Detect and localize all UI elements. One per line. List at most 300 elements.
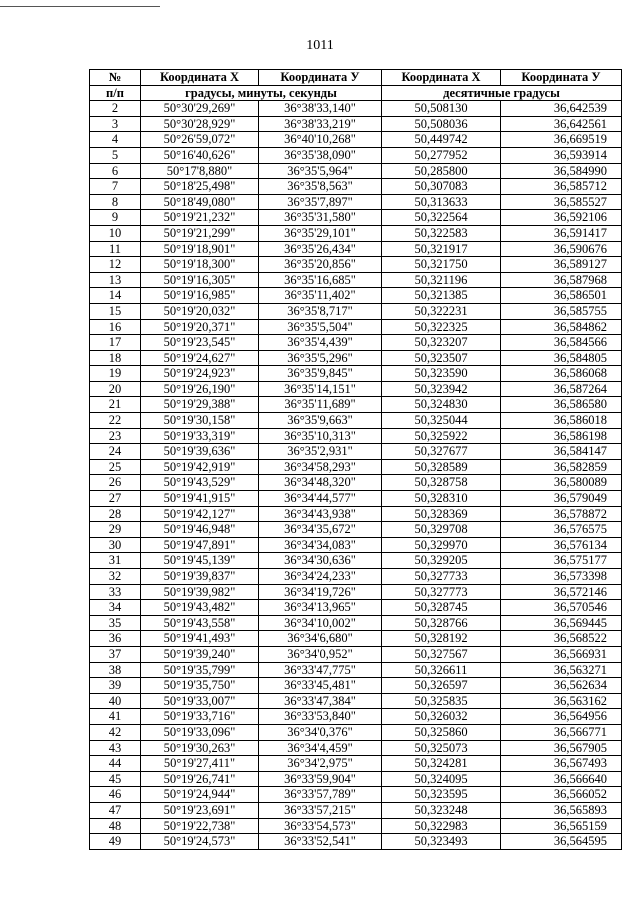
row-number: 28 bbox=[90, 506, 141, 522]
table-row bbox=[90, 615, 622, 631]
table-row bbox=[90, 116, 622, 132]
x-decimal-cell: 50,322231 bbox=[382, 303, 501, 319]
y-decimal-cell: 36,585527 bbox=[501, 194, 622, 210]
x-dms-cell: 50°19'35,799" bbox=[141, 662, 259, 678]
x-decimal-cell: 50,321196 bbox=[382, 272, 501, 288]
x-decimal-cell: 50,325835 bbox=[382, 693, 501, 709]
x-decimal-cell: 50,326597 bbox=[382, 678, 501, 694]
x-decimal-cell: 50,328745 bbox=[382, 600, 501, 616]
y-decimal-cell: 36,575177 bbox=[501, 553, 622, 569]
row-number: 19 bbox=[90, 366, 141, 382]
row-number: 22 bbox=[90, 413, 141, 429]
y-decimal-cell: 36,563162 bbox=[501, 693, 622, 709]
x-dms-cell: 50°19'18,300" bbox=[141, 257, 259, 273]
y-dms-cell: 36°35'4,439" bbox=[259, 335, 382, 351]
row-number: 17 bbox=[90, 335, 141, 351]
subheader-row bbox=[90, 85, 622, 101]
x-dms-cell: 50°30'28,929" bbox=[141, 116, 259, 132]
y-dms-cell: 36°33'54,573" bbox=[259, 818, 382, 834]
x-decimal-cell: 50,277952 bbox=[382, 147, 501, 163]
y-dms-cell: 36°34'19,726" bbox=[259, 584, 382, 600]
y-dms-cell: 36°34'34,083" bbox=[259, 537, 382, 553]
x-dms-cell: 50°19'23,545" bbox=[141, 335, 259, 351]
table-row bbox=[90, 428, 622, 444]
x-decimal-cell: 50,327773 bbox=[382, 584, 501, 600]
y-dms-cell: 36°34'35,672" bbox=[259, 522, 382, 538]
y-decimal-cell: 36,584990 bbox=[501, 163, 622, 179]
y-decimal-cell: 36,567493 bbox=[501, 756, 622, 772]
y-decimal-cell: 36,579049 bbox=[501, 491, 622, 507]
y-decimal-cell: 36,642561 bbox=[501, 116, 622, 132]
y-dms-cell: 36°33'52,541" bbox=[259, 834, 382, 850]
x-dms-cell: 50°19'41,915" bbox=[141, 491, 259, 507]
row-number: 33 bbox=[90, 584, 141, 600]
header-x-dec: Координата X bbox=[382, 70, 501, 86]
x-decimal-cell: 50,508130 bbox=[382, 101, 501, 117]
row-number: 26 bbox=[90, 475, 141, 491]
y-decimal-cell: 36,586068 bbox=[501, 366, 622, 382]
x-dms-cell: 50°19'30,158" bbox=[141, 413, 259, 429]
y-dms-cell: 36°35'14,151" bbox=[259, 381, 382, 397]
y-dms-cell: 36°33'59,904" bbox=[259, 771, 382, 787]
x-dms-cell: 50°19'27,411" bbox=[141, 756, 259, 772]
table-row bbox=[90, 225, 622, 241]
y-dms-cell: 36°33'47,384" bbox=[259, 693, 382, 709]
x-decimal-cell: 50,328192 bbox=[382, 631, 501, 647]
y-dms-cell: 36°33'53,840" bbox=[259, 709, 382, 725]
table-row bbox=[90, 569, 622, 585]
y-decimal-cell: 36,573398 bbox=[501, 569, 622, 585]
x-dms-cell: 50°26'59,072" bbox=[141, 132, 259, 148]
y-decimal-cell: 36,578872 bbox=[501, 506, 622, 522]
y-decimal-cell: 36,565893 bbox=[501, 802, 622, 818]
x-decimal-cell: 50,329708 bbox=[382, 522, 501, 538]
x-dms-cell: 50°19'45,139" bbox=[141, 553, 259, 569]
x-decimal-cell: 50,325044 bbox=[382, 413, 501, 429]
x-decimal-cell: 50,323507 bbox=[382, 350, 501, 366]
y-dms-cell: 36°35'26,434" bbox=[259, 241, 382, 257]
table-body bbox=[90, 101, 622, 850]
x-dms-cell: 50°19'29,388" bbox=[141, 397, 259, 413]
y-dms-cell: 36°34'43,938" bbox=[259, 506, 382, 522]
table-row bbox=[90, 584, 622, 600]
table-row bbox=[90, 802, 622, 818]
x-dms-cell: 50°19'35,750" bbox=[141, 678, 259, 694]
row-number: 36 bbox=[90, 631, 141, 647]
table-row bbox=[90, 413, 622, 429]
x-dms-cell: 50°19'39,240" bbox=[141, 646, 259, 662]
header-y-dms: Координата У bbox=[259, 70, 382, 86]
table-row bbox=[90, 740, 622, 756]
table-row bbox=[90, 241, 622, 257]
y-decimal-cell: 36,580089 bbox=[501, 475, 622, 491]
y-decimal-cell: 36,565159 bbox=[501, 818, 622, 834]
y-decimal-cell: 36,566640 bbox=[501, 771, 622, 787]
x-decimal-cell: 50,322564 bbox=[382, 210, 501, 226]
x-decimal-cell: 50,323942 bbox=[382, 381, 501, 397]
y-decimal-cell: 36,669519 bbox=[501, 132, 622, 148]
x-dms-cell: 50°19'24,923" bbox=[141, 366, 259, 382]
x-dms-cell: 50°19'20,371" bbox=[141, 319, 259, 335]
x-decimal-cell: 50,328310 bbox=[382, 491, 501, 507]
page-number: 1011 bbox=[306, 38, 334, 53]
header-x-dms: Координата X bbox=[141, 70, 259, 86]
row-number: 8 bbox=[90, 194, 141, 210]
row-number: 46 bbox=[90, 787, 141, 803]
table-row bbox=[90, 147, 622, 163]
x-decimal-cell: 50,328758 bbox=[382, 475, 501, 491]
x-dms-cell: 50°19'18,901" bbox=[141, 241, 259, 257]
y-decimal-cell: 36,576575 bbox=[501, 522, 622, 538]
header-group-dms: градусы, минуты, секунды bbox=[141, 85, 382, 101]
x-dms-cell: 50°19'42,127" bbox=[141, 506, 259, 522]
y-dms-cell: 36°33'45,481" bbox=[259, 678, 382, 694]
x-dms-cell: 50°19'24,944" bbox=[141, 787, 259, 803]
header-y-dec: Координата У bbox=[501, 70, 622, 86]
x-decimal-cell: 50,328589 bbox=[382, 459, 501, 475]
table-row bbox=[90, 662, 622, 678]
row-number: 18 bbox=[90, 350, 141, 366]
x-dms-cell: 50°19'41,493" bbox=[141, 631, 259, 647]
y-dms-cell: 36°35'11,689" bbox=[259, 397, 382, 413]
top-rule bbox=[0, 6, 160, 7]
y-dms-cell: 36°34'2,975" bbox=[259, 756, 382, 772]
x-dms-cell: 50°19'47,891" bbox=[141, 537, 259, 553]
table-row bbox=[90, 444, 622, 460]
x-decimal-cell: 50,313633 bbox=[382, 194, 501, 210]
x-dms-cell: 50°19'33,096" bbox=[141, 724, 259, 740]
x-dms-cell: 50°18'25,498" bbox=[141, 179, 259, 195]
y-dms-cell: 36°34'0,952" bbox=[259, 646, 382, 662]
x-dms-cell: 50°19'30,263" bbox=[141, 740, 259, 756]
table-row bbox=[90, 553, 622, 569]
y-dms-cell: 36°35'8,563" bbox=[259, 179, 382, 195]
x-decimal-cell: 50,324095 bbox=[382, 771, 501, 787]
y-decimal-cell: 36,593914 bbox=[501, 147, 622, 163]
table-row bbox=[90, 194, 622, 210]
y-decimal-cell: 36,591417 bbox=[501, 225, 622, 241]
x-decimal-cell: 50,449742 bbox=[382, 132, 501, 148]
row-number: 23 bbox=[90, 428, 141, 444]
x-dms-cell: 50°19'39,636" bbox=[141, 444, 259, 460]
x-dms-cell: 50°16'40,626" bbox=[141, 147, 259, 163]
x-decimal-cell: 50,321385 bbox=[382, 288, 501, 304]
x-decimal-cell: 50,323207 bbox=[382, 335, 501, 351]
row-number: 15 bbox=[90, 303, 141, 319]
x-dms-cell: 50°19'33,319" bbox=[141, 428, 259, 444]
y-dms-cell: 36°35'16,685" bbox=[259, 272, 382, 288]
table-row bbox=[90, 600, 622, 616]
row-number: 12 bbox=[90, 257, 141, 273]
y-decimal-cell: 36,569445 bbox=[501, 615, 622, 631]
table-row bbox=[90, 366, 622, 382]
x-dms-cell: 50°19'16,985" bbox=[141, 288, 259, 304]
header-number-abbrev: п/п bbox=[90, 85, 141, 101]
x-decimal-cell: 50,285800 bbox=[382, 163, 501, 179]
table-row bbox=[90, 319, 622, 335]
x-decimal-cell: 50,327567 bbox=[382, 646, 501, 662]
row-number: 38 bbox=[90, 662, 141, 678]
y-decimal-cell: 36,570546 bbox=[501, 600, 622, 616]
table-row bbox=[90, 101, 622, 117]
x-dms-cell: 50°19'22,738" bbox=[141, 818, 259, 834]
table-row bbox=[90, 475, 622, 491]
x-decimal-cell: 50,324281 bbox=[382, 756, 501, 772]
y-decimal-cell: 36,584805 bbox=[501, 350, 622, 366]
x-decimal-cell: 50,325860 bbox=[382, 724, 501, 740]
table-row bbox=[90, 834, 622, 850]
y-dms-cell: 36°34'44,577" bbox=[259, 491, 382, 507]
row-number: 6 bbox=[90, 163, 141, 179]
x-dms-cell: 50°19'46,948" bbox=[141, 522, 259, 538]
row-number: 44 bbox=[90, 756, 141, 772]
table-row bbox=[90, 459, 622, 475]
row-number: 13 bbox=[90, 272, 141, 288]
y-dms-cell: 36°35'31,580" bbox=[259, 210, 382, 226]
x-decimal-cell: 50,322983 bbox=[382, 818, 501, 834]
x-dms-cell: 50°19'26,190" bbox=[141, 381, 259, 397]
table-row bbox=[90, 787, 622, 803]
y-decimal-cell: 36,564956 bbox=[501, 709, 622, 725]
y-dms-cell: 36°38'33,140" bbox=[259, 101, 382, 117]
x-decimal-cell: 50,326611 bbox=[382, 662, 501, 678]
table-row bbox=[90, 756, 622, 772]
y-dms-cell: 36°33'57,215" bbox=[259, 802, 382, 818]
row-number: 39 bbox=[90, 678, 141, 694]
x-dms-cell: 50°19'43,558" bbox=[141, 615, 259, 631]
x-dms-cell: 50°19'21,299" bbox=[141, 225, 259, 241]
table-row bbox=[90, 537, 622, 553]
x-dms-cell: 50°19'20,032" bbox=[141, 303, 259, 319]
y-decimal-cell: 36,584566 bbox=[501, 335, 622, 351]
x-decimal-cell: 50,327677 bbox=[382, 444, 501, 460]
y-decimal-cell: 36,586198 bbox=[501, 428, 622, 444]
y-dms-cell: 36°33'47,775" bbox=[259, 662, 382, 678]
table-row bbox=[90, 678, 622, 694]
row-number: 43 bbox=[90, 740, 141, 756]
table-row bbox=[90, 179, 622, 195]
y-decimal-cell: 36,585755 bbox=[501, 303, 622, 319]
x-decimal-cell: 50,326032 bbox=[382, 709, 501, 725]
x-dms-cell: 50°19'26,741" bbox=[141, 771, 259, 787]
table-row bbox=[90, 522, 622, 538]
row-number: 10 bbox=[90, 225, 141, 241]
row-number: 42 bbox=[90, 724, 141, 740]
x-decimal-cell: 50,323493 bbox=[382, 834, 501, 850]
x-dms-cell: 50°18'49,080" bbox=[141, 194, 259, 210]
row-number: 49 bbox=[90, 834, 141, 850]
y-decimal-cell: 36,563271 bbox=[501, 662, 622, 678]
x-dms-cell: 50°19'33,716" bbox=[141, 709, 259, 725]
table-row bbox=[90, 397, 622, 413]
y-dms-cell: 36°34'30,636" bbox=[259, 553, 382, 569]
y-dms-cell: 36°34'58,293" bbox=[259, 459, 382, 475]
x-dms-cell: 50°19'24,627" bbox=[141, 350, 259, 366]
x-decimal-cell: 50,322325 bbox=[382, 319, 501, 335]
y-decimal-cell: 36,567905 bbox=[501, 740, 622, 756]
row-number: 2 bbox=[90, 101, 141, 117]
y-dms-cell: 36°33'57,789" bbox=[259, 787, 382, 803]
table-row bbox=[90, 350, 622, 366]
row-number: 48 bbox=[90, 818, 141, 834]
y-decimal-cell: 36,587264 bbox=[501, 381, 622, 397]
row-number: 47 bbox=[90, 802, 141, 818]
row-number: 16 bbox=[90, 319, 141, 335]
table-row bbox=[90, 163, 622, 179]
y-dms-cell: 36°34'6,680" bbox=[259, 631, 382, 647]
y-dms-cell: 36°35'29,101" bbox=[259, 225, 382, 241]
table-row bbox=[90, 335, 622, 351]
row-number: 4 bbox=[90, 132, 141, 148]
table-row bbox=[90, 257, 622, 273]
y-decimal-cell: 36,586018 bbox=[501, 413, 622, 429]
table-row bbox=[90, 491, 622, 507]
row-number: 40 bbox=[90, 693, 141, 709]
table-row bbox=[90, 272, 622, 288]
x-decimal-cell: 50,323248 bbox=[382, 802, 501, 818]
x-dms-cell: 50°19'39,982" bbox=[141, 584, 259, 600]
y-dms-cell: 36°35'38,090" bbox=[259, 147, 382, 163]
x-decimal-cell: 50,508036 bbox=[382, 116, 501, 132]
table-row bbox=[90, 771, 622, 787]
x-decimal-cell: 50,322583 bbox=[382, 225, 501, 241]
row-number: 25 bbox=[90, 459, 141, 475]
y-decimal-cell: 36,572146 bbox=[501, 584, 622, 600]
row-number: 7 bbox=[90, 179, 141, 195]
y-decimal-cell: 36,590676 bbox=[501, 241, 622, 257]
y-dms-cell: 36°35'5,296" bbox=[259, 350, 382, 366]
row-number: 45 bbox=[90, 771, 141, 787]
x-decimal-cell: 50,327733 bbox=[382, 569, 501, 585]
table-row bbox=[90, 303, 622, 319]
row-number: 9 bbox=[90, 210, 141, 226]
x-dms-cell: 50°19'39,837" bbox=[141, 569, 259, 585]
row-number: 27 bbox=[90, 491, 141, 507]
row-number: 20 bbox=[90, 381, 141, 397]
x-decimal-cell: 50,307083 bbox=[382, 179, 501, 195]
coordinates-table bbox=[89, 69, 622, 850]
x-decimal-cell: 50,324830 bbox=[382, 397, 501, 413]
y-decimal-cell: 36,589127 bbox=[501, 257, 622, 273]
table-row bbox=[90, 631, 622, 647]
table-row bbox=[90, 818, 622, 834]
y-decimal-cell: 36,586501 bbox=[501, 288, 622, 304]
y-dms-cell: 36°34'4,459" bbox=[259, 740, 382, 756]
header-number-sign: № bbox=[108, 69, 122, 84]
y-decimal-cell: 36,566931 bbox=[501, 646, 622, 662]
table-row bbox=[90, 288, 622, 304]
row-number: 21 bbox=[90, 397, 141, 413]
row-number: 24 bbox=[90, 444, 141, 460]
y-dms-cell: 36°35'5,504" bbox=[259, 319, 382, 335]
row-number: 11 bbox=[90, 241, 141, 257]
y-decimal-cell: 36,586580 bbox=[501, 397, 622, 413]
x-decimal-cell: 50,321750 bbox=[382, 257, 501, 273]
table-row bbox=[90, 381, 622, 397]
x-decimal-cell: 50,329205 bbox=[382, 553, 501, 569]
table-row bbox=[90, 132, 622, 148]
y-dms-cell: 36°34'13,965" bbox=[259, 600, 382, 616]
y-decimal-cell: 36,642539 bbox=[501, 101, 622, 117]
row-number: 34 bbox=[90, 600, 141, 616]
row-number: 30 bbox=[90, 537, 141, 553]
y-dms-cell: 36°34'0,376" bbox=[259, 724, 382, 740]
y-decimal-cell: 36,582859 bbox=[501, 459, 622, 475]
x-dms-cell: 50°19'42,919" bbox=[141, 459, 259, 475]
y-dms-cell: 36°35'9,663" bbox=[259, 413, 382, 429]
header-number bbox=[90, 70, 141, 86]
x-dms-cell: 50°19'43,482" bbox=[141, 600, 259, 616]
row-number: 29 bbox=[90, 522, 141, 538]
x-dms-cell: 50°19'16,305" bbox=[141, 272, 259, 288]
y-dms-cell: 36°35'7,897" bbox=[259, 194, 382, 210]
y-decimal-cell: 36,564595 bbox=[501, 834, 622, 850]
x-decimal-cell: 50,325922 bbox=[382, 428, 501, 444]
table-row bbox=[90, 646, 622, 662]
x-decimal-cell: 50,328369 bbox=[382, 506, 501, 522]
x-dms-cell: 50°19'21,232" bbox=[141, 210, 259, 226]
y-dms-cell: 36°34'24,233" bbox=[259, 569, 382, 585]
y-decimal-cell: 36,584862 bbox=[501, 319, 622, 335]
y-decimal-cell: 36,568522 bbox=[501, 631, 622, 647]
x-dms-cell: 50°19'23,691" bbox=[141, 802, 259, 818]
row-number: 35 bbox=[90, 615, 141, 631]
y-decimal-cell: 36,576134 bbox=[501, 537, 622, 553]
x-decimal-cell: 50,321917 bbox=[382, 241, 501, 257]
table-row bbox=[90, 709, 622, 725]
header-group-dec: десятичные градусы bbox=[382, 85, 622, 101]
y-dms-cell: 36°34'10,002" bbox=[259, 615, 382, 631]
y-decimal-cell: 36,566771 bbox=[501, 724, 622, 740]
row-number: 41 bbox=[90, 709, 141, 725]
y-dms-cell: 36°34'48,320" bbox=[259, 475, 382, 491]
y-decimal-cell: 36,585712 bbox=[501, 179, 622, 195]
y-dms-cell: 36°35'9,845" bbox=[259, 366, 382, 382]
table-row bbox=[90, 210, 622, 226]
row-number: 3 bbox=[90, 116, 141, 132]
x-decimal-cell: 50,329970 bbox=[382, 537, 501, 553]
x-dms-cell: 50°19'43,529" bbox=[141, 475, 259, 491]
y-dms-cell: 36°38'33,219" bbox=[259, 116, 382, 132]
y-decimal-cell: 36,587968 bbox=[501, 272, 622, 288]
row-number: 37 bbox=[90, 646, 141, 662]
row-number: 14 bbox=[90, 288, 141, 304]
x-dms-cell: 50°30'29,269" bbox=[141, 101, 259, 117]
y-dms-cell: 36°35'20,856" bbox=[259, 257, 382, 273]
x-decimal-cell: 50,325073 bbox=[382, 740, 501, 756]
y-dms-cell: 36°35'8,717" bbox=[259, 303, 382, 319]
table-row bbox=[90, 506, 622, 522]
y-dms-cell: 36°35'11,402" bbox=[259, 288, 382, 304]
x-decimal-cell: 50,328766 bbox=[382, 615, 501, 631]
table-row bbox=[90, 724, 622, 740]
y-dms-cell: 36°40'10,268" bbox=[259, 132, 382, 148]
y-dms-cell: 36°35'2,931" bbox=[259, 444, 382, 460]
x-decimal-cell: 50,323595 bbox=[382, 787, 501, 803]
row-number: 31 bbox=[90, 553, 141, 569]
y-decimal-cell: 36,592106 bbox=[501, 210, 622, 226]
table-row bbox=[90, 693, 622, 709]
row-number: 5 bbox=[90, 147, 141, 163]
x-decimal-cell: 50,323590 bbox=[382, 366, 501, 382]
x-dms-cell: 50°19'33,007" bbox=[141, 693, 259, 709]
y-decimal-cell: 36,562634 bbox=[501, 678, 622, 694]
y-dms-cell: 36°35'5,964" bbox=[259, 163, 382, 179]
x-dms-cell: 50°19'24,573" bbox=[141, 834, 259, 850]
y-decimal-cell: 36,566052 bbox=[501, 787, 622, 803]
row-number: 32 bbox=[90, 569, 141, 585]
y-dms-cell: 36°35'10,313" bbox=[259, 428, 382, 444]
